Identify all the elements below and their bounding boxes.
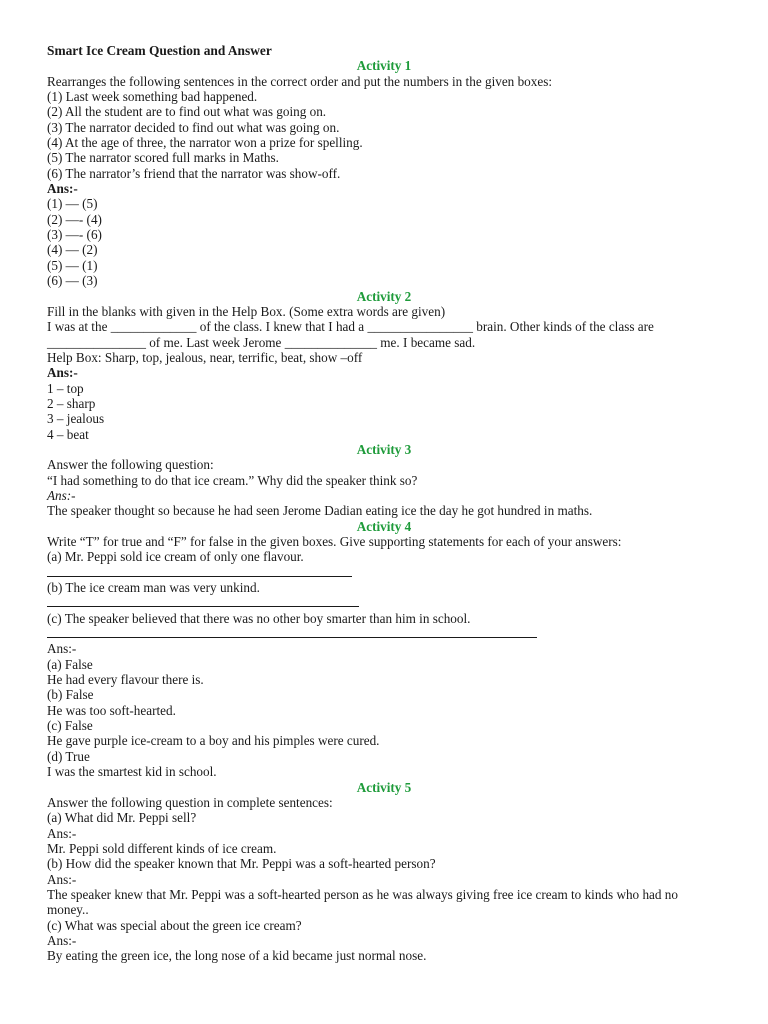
answer-blank-line	[47, 626, 717, 641]
activity-1-heading: Activity 1	[356, 58, 412, 74]
activity-4-answer: (d) True	[47, 748, 90, 764]
activity-1-ans-label: Ans:-	[47, 181, 78, 197]
activity-4-answer: He was too soft-hearted.	[47, 702, 176, 718]
activity-4-answer: He gave purple ice-cream to a boy and his pimples were cured.	[47, 733, 380, 749]
activity-1-answer: (6) — (3)	[47, 273, 98, 289]
activity-2-answer: 1 – top	[47, 380, 84, 396]
activity-4-answer: (b) False	[47, 687, 94, 703]
answer-blank-line	[47, 595, 717, 610]
activity-1-answer: (5) — (1)	[47, 257, 98, 273]
activity-3-question: “I had something to do that ice cream.” Why did the speaker think so?	[47, 472, 418, 488]
activity-2-passage: I was at the _____________ of the class. I knew that I had a ________________ brain. Other kinds of the class are	[47, 319, 654, 335]
activity-5-instruction: Answer the following question in complete sentences:	[47, 794, 333, 810]
answer-blank-line	[47, 565, 717, 580]
activity-1-sentence: (2) All the student are to find out what was going on.	[47, 104, 327, 120]
activity-2-instruction: Fill in the blanks with given in the Help Box. (Some extra words are given)	[47, 303, 446, 319]
activity-4-answer: He had every flavour there is.	[47, 672, 204, 688]
activity-2-passage: _______________ of me. Last week Jerome ______________ me. I became sad.	[47, 334, 476, 350]
activity-4-heading: Activity 4	[356, 518, 412, 534]
activity-2-ans-label: Ans:-	[47, 365, 78, 381]
activity-5-question-c: (c) What was special about the green ice cream?	[47, 917, 302, 933]
activity-5-answer-c: By eating the green ice, the long nose of a kid became just normal nose.	[47, 948, 427, 964]
activity-5-heading: Activity 5	[356, 779, 412, 795]
activity-2-answer: 4 – beat	[47, 426, 89, 442]
activity-4-ans-label: Ans:-	[47, 641, 77, 657]
activity-4-instruction: Write “T” for true and “F” for false in the given boxes. Give supporting statements for each of your answers:	[47, 534, 622, 549]
activity-1-sentence: (1) Last week something bad happened.	[47, 89, 258, 105]
activity-3-heading: Activity 3	[356, 441, 412, 457]
activity-5-ans-label: Ans:-	[47, 932, 77, 948]
activity-4-question-b: (b) The ice cream man was very unkind.	[47, 580, 260, 596]
activity-5-answer-b: The speaker knew that Mr. Peppi was a soft-hearted person as he was always giving free ice cream to kinds who had no money..	[47, 886, 678, 918]
activity-1-answer: (1) — (5)	[47, 196, 98, 212]
activity-1-sentence: (3) The narrator decided to find out what was going on.	[47, 119, 340, 135]
activity-1-sentence: (5) The narrator scored full marks in Maths.	[47, 150, 279, 166]
activity-2-answer: 3 – jealous	[47, 411, 105, 427]
document-title: Smart Ice Cream Question and Answer	[47, 43, 272, 58]
activity-4-answer: (a) False	[47, 656, 93, 672]
activity-5-question-b: (b) How did the speaker known that Mr. Peppi was a soft-hearted person?	[47, 856, 436, 872]
activity-3-instruction: Answer the following question:	[47, 457, 214, 473]
activity-4-question-c: (c) The speaker believed that there was no other boy smarter than him in school.	[47, 610, 471, 626]
document-body	[47, 43, 717, 964]
activity-5-ans-label: Ans:-	[47, 825, 77, 841]
activity-3-ans-label: Ans:-	[47, 487, 76, 503]
activity-5-answer-a: Mr. Peppi sold different kinds of ice cream.	[47, 840, 277, 856]
activity-4-answer: I was the smartest kid in school.	[47, 764, 217, 780]
activity-1-answer: (2) —- (4)	[47, 211, 102, 227]
activity-4-answer: (c) False	[47, 718, 93, 734]
activity-3-answer: The speaker thought so because he had seen Jerome Dadian eating ice the day he got hundred in maths.	[47, 503, 593, 519]
activity-1-sentence: (4) At the age of three, the narrator won a prize for spelling.	[47, 135, 363, 151]
activity-5-question-a: (a) What did Mr. Peppi sell?	[47, 810, 197, 826]
activity-5-ans-label: Ans:-	[47, 871, 77, 887]
activity-1-answer: (3) —- (6)	[47, 227, 102, 243]
activity-2-answer: 2 – sharp	[47, 395, 96, 411]
activity-1-sentence: (6) The narrator’s friend that the narrator was show-off.	[47, 165, 341, 181]
activity-1-instruction: Rearranges the following sentences in the correct order and put the numbers in the given boxes:	[47, 73, 552, 89]
activity-4-question-a: (a) Mr. Peppi sold ice cream of only one flavour.	[47, 549, 304, 565]
activity-2-help-box: Help Box: Sharp, top, jealous, near, terrific, beat, show –off	[47, 349, 363, 365]
activity-1-answer: (4) — (2)	[47, 242, 98, 258]
activity-2-heading: Activity 2	[356, 288, 412, 304]
